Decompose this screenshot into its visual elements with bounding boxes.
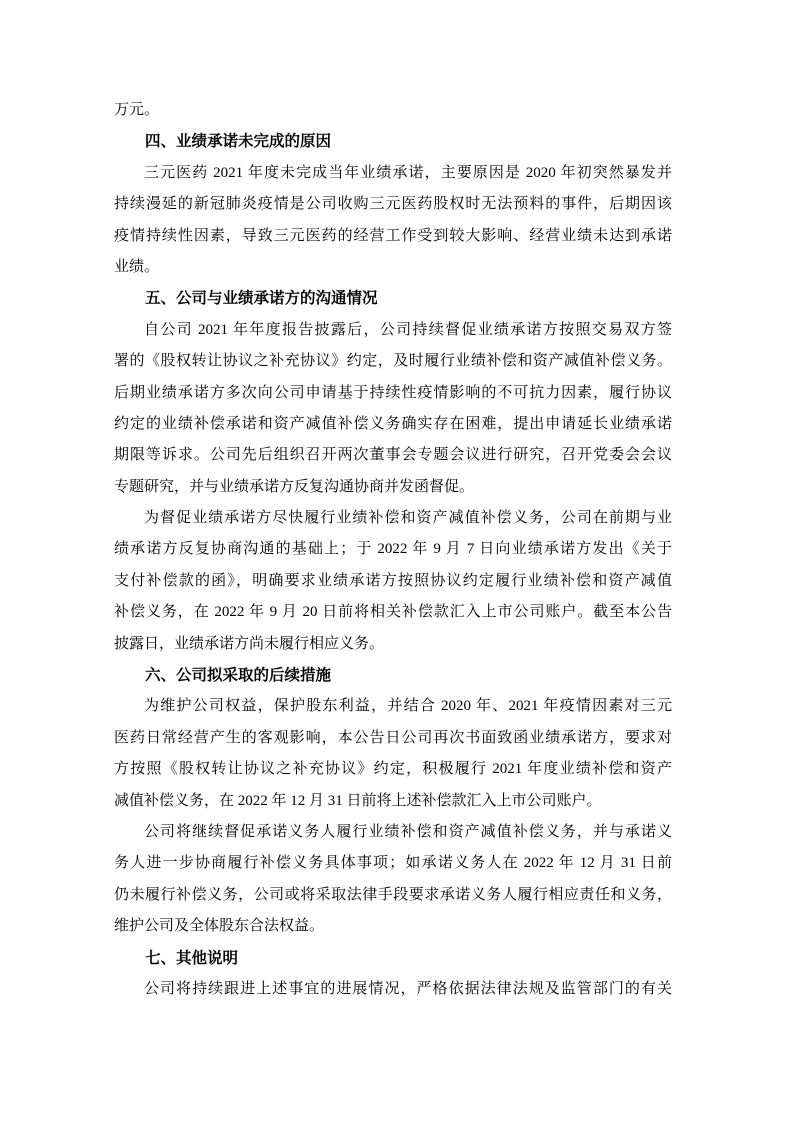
body-text-line: 维护公司及全体股东合法权益。	[114, 918, 325, 935]
body-text-line: 支付补偿款的函》，明确要求业绩承诺方按照协议约定履行业绩补偿和资产减值	[114, 572, 672, 589]
body-text-line: 公司将继续督促承诺义务人履行业绩补偿和资产减值补偿义务，并与承诺义	[144, 823, 672, 840]
body-text-line: 为督促业绩承诺方尽快履行业绩补偿和资产减值补偿义务，公司在前期与业	[144, 510, 672, 527]
body-text-line: 约定的业绩补偿承诺和资产减值补偿义务确实存在困难，提出申请延长业绩承诺	[114, 415, 672, 432]
body-text-line: 公司将持续跟进上述事宜的进展情况，严格依据法律法规及监管部门的有关	[144, 980, 672, 997]
body-text-line: 期限等诉求。公司先后组织召开两次董事会专题会议进行研究，召开党委会会议	[114, 447, 672, 464]
body-text-line: 后期业绩承诺方多次向公司申请基于持续性疫情影响的不可抗力因素，履行协议	[114, 384, 672, 401]
section-heading-communication: 五、公司与业绩承诺方的沟通情况	[145, 290, 378, 308]
body-text-line: 三元医药 2021 年度未完成当年业绩承诺，主要原因是 2020 年初突然暴发并	[144, 164, 672, 181]
body-text-line: 绩承诺方反复协商沟通的基础上；于 2022 年 9 月 7 日向业绩承诺方发出《关于	[114, 541, 672, 558]
section-heading-follow-up-measures: 六、公司拟采取的后续措施	[145, 667, 332, 685]
body-text-line: 疫情持续性因素，导致三元医药的经营工作受到较大影响、经营业绩未达到承诺	[114, 227, 672, 244]
body-text-line: 务人进一步协商履行补偿义务具体事项；如承诺义务人在 2022 年 12 月 31 日前	[114, 855, 672, 872]
body-text-line: 医药日常经营产生的客观影响，本公告日公司再次书面致函业绩承诺方，要求对	[114, 729, 672, 746]
body-text-line: 专题研究，并与业绩承诺方反复沟通协商并发函督促。	[114, 478, 475, 495]
body-text-line: 披露日，业绩承诺方尚未履行相应义务。	[114, 635, 385, 652]
body-text-line: 减值补偿义务，在 2022 年 12 月 31 日前将上述补偿款汇入上市公司账户。	[114, 792, 602, 809]
body-text-line: 业绩。	[114, 258, 160, 275]
document-body	[114, 95, 672, 1005]
body-text-line: 为维护公司权益，保护股东利益，并结合 2020 年、2021 年疫情因素对三元	[144, 698, 672, 715]
body-text-line: 持续漫延的新冠肺炎疫情是公司收购三元医药股权时无法预料的事件，后期因该	[114, 196, 672, 213]
section-heading-other-notes: 七、其他说明	[145, 949, 239, 967]
body-text-line: 方按照《股权转让协议之补充协议》约定，积极履行 2021 年度业绩补偿和资产	[114, 761, 672, 778]
body-text-line: 补偿义务，在 2022 年 9 月 20 日前将相关补偿款汇入上市公司账户。截至本公告	[114, 604, 672, 621]
paragraph-continuation-line: 万元。	[114, 102, 160, 118]
section-heading-reasons-unmet: 四、业绩承诺未完成的原因	[145, 133, 332, 151]
body-text-line: 仍未履行补偿义务，公司或将采取法律手段要求承诺义务人履行相应责任和义务，	[114, 886, 672, 903]
body-text-line: 自公司 2021 年年度报告披露后，公司持续督促业绩承诺方按照交易双方签	[144, 321, 672, 338]
body-text-line: 署的《股权转让协议之补充协议》约定，及时履行业绩补偿和资产减值补偿义务。	[114, 353, 672, 370]
